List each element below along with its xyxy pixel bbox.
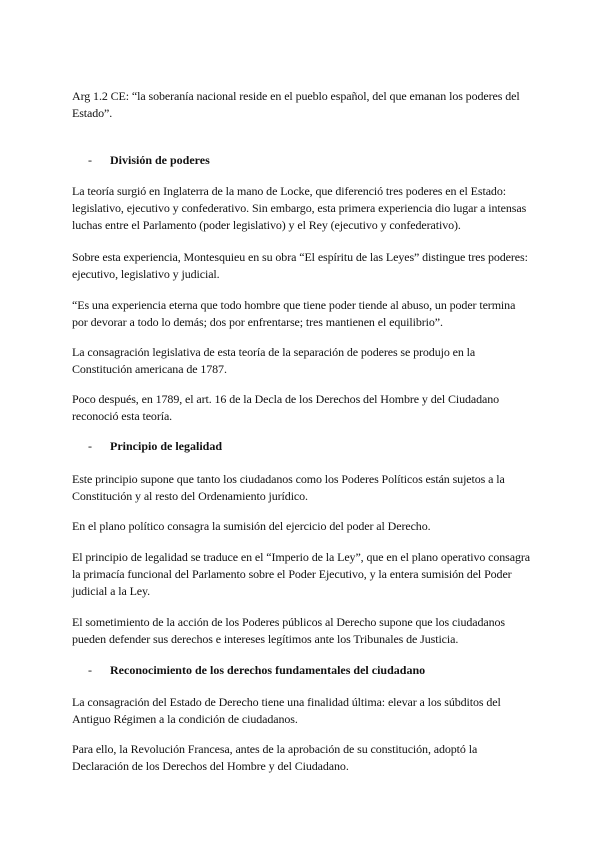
intro-paragraph: Arg 1.2 CE: “la soberanía nacional reside en el pueblo español, del que emanan los poderes del Estado”. <box>72 89 520 120</box>
paragraph: El principio de legalidad se traduce en el “Imperio de la Ley”, que en el plano operativo consagra la primacía funcional del Parlamento sobre el Poder Ejecutivo, y la entera sumisión del Poder judicial a la Ley. <box>72 550 531 598</box>
paragraph: Sobre esta experiencia, Montesquieu en su obra “El espíritu de las Leyes” distingue tres poderes: ejecutivo, legislativo y judicial. <box>72 250 528 281</box>
paragraph: La consagración legislativa de esta teoría de la separación de poderes se produjo en la Constitución americana de 1787. <box>72 345 476 376</box>
paragraph: La consagración del Estado de Derecho tiene una finalidad última: elevar a los súbditos del Antiguo Régimen a la condición de ciudadanos. <box>72 695 501 726</box>
section-heading-division-poderes <box>88 152 528 169</box>
paragraph: Para ello, la Revolución Francesa, antes de la aprobación de su constitución, adoptó la Declaración de los Derechos del Hombre y del Ciudadano. <box>72 742 478 773</box>
section-heading-principio-legalidad <box>88 438 528 455</box>
bullet-dash: - <box>88 439 92 453</box>
paragraph: Poco después, en 1789, el art. 16 de la Decla de los Derechos del Hombre y del Ciudadano reconoció esta teoría. <box>72 392 500 423</box>
paragraph: Este principio supone que tanto los ciudadanos como los Poderes Políticos están sujetos a la Constitución y al resto del Ordenamiento jurídico. <box>72 472 505 503</box>
paragraph: El sometimiento de la acción de los Poderes públicos al Derecho supone que los ciudadanos pueden defender sus derechos e intereses legítimos ante los Tribunales de Justicia. <box>72 615 505 646</box>
paragraph: La teoría surgió en Inglaterra de la mano de Locke, que diferenció tres poderes en el Estado: legislativo, ejecutivo y confederativo. Sin embargo, esta primera experiencia dio lugar a intensas luchas entre el Parlamento (poder legislativo) y el Rey (ejecutivo y confederativo). <box>72 184 527 232</box>
section-heading-reconocimiento-derechos <box>88 662 528 679</box>
section-title: Reconocimiento de los derechos fundamentales del ciudadano <box>110 663 426 677</box>
quote-paragraph: “Es una experiencia eterna que todo hombre que tiene poder tiende al abuso, un poder termina por devorar a todo lo demás; dos por enfrentarse; tres mantienen el equilibrio”. <box>72 298 516 329</box>
section-title: Principio de legalidad <box>110 439 223 453</box>
bullet-dash: - <box>88 663 92 677</box>
bullet-dash: - <box>88 153 92 167</box>
section-title: División de poderes <box>110 153 210 167</box>
paragraph: En el plano político consagra la sumisión del ejercicio del poder al Derecho. <box>72 519 431 533</box>
